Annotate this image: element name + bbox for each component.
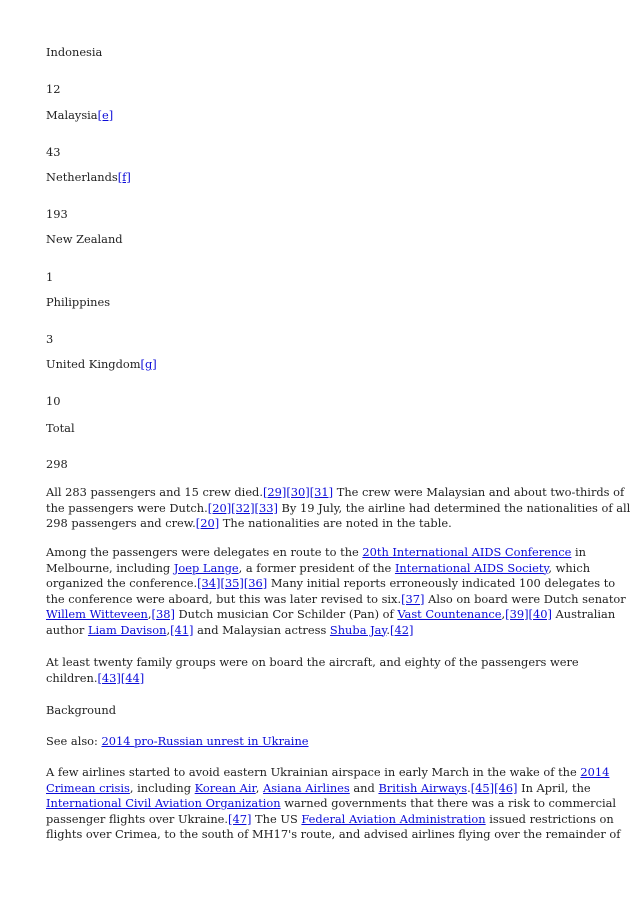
table-cell-country <box>46 232 123 248</box>
text-run: Background <box>46 703 117 717</box>
country-name: Philippines <box>46 295 111 309</box>
text-line <box>46 811 614 828</box>
inline-link[interactable]: Crimean crisis <box>46 780 130 795</box>
section-heading <box>46 703 596 719</box>
text-line <box>46 623 596 639</box>
inline-link[interactable]: Korean Air <box>194 780 256 795</box>
inline-link[interactable]: [20][32][33] <box>207 500 278 515</box>
text-run: Many initial reports erroneously indicated 100 delegates to <box>267 576 616 590</box>
country-name: Malaysia <box>46 108 98 122</box>
table-cell-country <box>46 170 131 186</box>
text-line <box>46 671 596 687</box>
text-line <box>46 827 621 843</box>
text-run: The nationalities are noted in the table. <box>219 516 452 530</box>
table-cell-country <box>46 108 113 124</box>
text-line <box>46 734 596 750</box>
text-line <box>46 655 596 671</box>
inline-link[interactable]: 2014 pro-Russian unrest in Ukraine <box>101 734 309 748</box>
text-run: and Malaysian actress <box>193 622 330 637</box>
inline-link[interactable]: [39][40] <box>505 607 552 621</box>
text-line <box>46 500 631 517</box>
footnote-link[interactable]: [g] <box>140 357 157 371</box>
text-run: . <box>386 622 391 637</box>
table-cell-count: 10 <box>46 394 61 408</box>
text-run: , including <box>129 780 195 795</box>
inline-link[interactable]: [45][46] <box>470 780 518 795</box>
table-cell-country <box>46 357 157 373</box>
country-name: New Zealand <box>46 232 123 246</box>
text-run: author <box>46 622 88 637</box>
footnote-link[interactable]: [e] <box>97 108 114 122</box>
inline-link[interactable]: [38] <box>151 607 175 621</box>
country-name: Total <box>46 421 75 435</box>
text-line <box>46 765 610 781</box>
table-cell-country <box>46 45 102 61</box>
paragraph <box>46 734 596 750</box>
inline-link[interactable]: Willem Witteveen <box>46 607 148 621</box>
inline-link[interactable]: [29][30][31] <box>262 485 334 499</box>
inline-link[interactable]: 20th International AIDS Conference <box>362 545 572 559</box>
text-run: Australian <box>551 607 616 621</box>
country-name: Netherlands <box>46 170 118 184</box>
inline-link[interactable]: [37] <box>401 591 425 606</box>
inline-link[interactable]: [47] <box>228 811 252 826</box>
paragraph <box>46 545 626 638</box>
text-line <box>46 607 616 623</box>
text-run: , <box>147 607 152 621</box>
table-cell-count: 12 <box>46 82 61 96</box>
table-cell-count: 193 <box>46 207 68 221</box>
table-cell-country <box>46 421 75 437</box>
text-run: the passengers were Dutch. <box>46 500 208 515</box>
text-run: See also: <box>46 734 102 748</box>
inline-link[interactable]: Federal Aviation Administration <box>301 811 486 826</box>
text-run: . <box>467 780 471 795</box>
text-run: passenger flights over Ukraine. <box>46 811 229 826</box>
text-run: , a former president of the <box>238 560 395 575</box>
table-cell-country <box>46 295 110 311</box>
inline-link[interactable]: International AIDS Society <box>394 560 549 575</box>
text-run: flights over Crimea, to the south of MH17's route, and advised airlines flying over the remainder of <box>46 827 621 841</box>
table-cell-count: 43 <box>46 145 61 159</box>
inline-link[interactable]: International Civil Aviation Organization <box>46 796 281 810</box>
text-run: Among the passengers were delegates en route to the <box>46 545 363 559</box>
country-name: United Kingdom <box>46 357 141 371</box>
paragraph <box>46 765 621 843</box>
inline-link[interactable]: Liam Davison <box>87 622 167 637</box>
paragraph <box>46 485 631 532</box>
table-cell-count: 3 <box>46 332 54 346</box>
text-run: Dutch musician Cor Schilder (Pan) of <box>174 607 398 621</box>
country-name: Indonesia <box>46 45 103 59</box>
text-run: children. <box>46 670 98 685</box>
text-line <box>46 781 596 797</box>
inline-link[interactable]: 2014 <box>580 765 610 779</box>
text-run: The US <box>251 811 302 826</box>
inline-link[interactable]: [42] <box>390 622 414 637</box>
text-run: By 19 July, the airline had determined the nationalities of all <box>277 500 631 515</box>
inline-link[interactable]: [41] <box>170 622 194 637</box>
text-run: organized the conference. <box>46 576 198 590</box>
text-run: in <box>571 545 587 559</box>
table-cell-count: 298 <box>46 457 68 471</box>
inline-link[interactable]: British Airways <box>378 780 468 795</box>
text-line <box>46 545 596 561</box>
text-run: , which <box>548 560 591 575</box>
inline-link[interactable]: Vast Countenance <box>397 607 502 621</box>
text-run: the conference were aboard, but this was later revised to six. <box>46 591 402 606</box>
text-run: In April, the <box>517 780 591 795</box>
text-run: issued restrictions on <box>485 811 614 826</box>
inline-link[interactable]: Joep Lange <box>173 560 239 575</box>
text-line <box>46 796 617 812</box>
inline-link[interactable]: Shuba Jay <box>329 622 387 637</box>
text-run: All 283 passengers and 15 crew died. <box>46 485 263 499</box>
text-run: Also on board were Dutch senator <box>424 591 626 606</box>
inline-link[interactable]: [43][44] <box>97 670 145 685</box>
text-line <box>46 561 596 577</box>
text-run: , <box>255 780 263 795</box>
text-run: , <box>166 622 171 637</box>
text-run: warned governments that there was a risk to commercial <box>280 796 617 810</box>
text-run: The crew were Malaysian and about two-thirds of <box>333 485 625 499</box>
table-cell-count: 1 <box>46 270 54 284</box>
text-line <box>46 591 626 608</box>
text-run: Melbourne, including <box>46 560 174 575</box>
text-line <box>46 485 625 501</box>
inline-link[interactable]: [34][35][36] <box>197 576 268 590</box>
text-run: A few airlines started to avoid eastern Ukrainian airspace in early March in the wake of the <box>46 765 581 779</box>
paragraph <box>46 655 596 686</box>
text-run: 298 passengers and crew. <box>46 516 196 530</box>
text-line <box>46 703 596 719</box>
text-line <box>46 516 596 532</box>
text-run: and <box>349 780 379 795</box>
text-run: , <box>501 607 506 621</box>
text-line <box>46 576 616 592</box>
text-run: At least twenty family groups were on board the aircraft, and eighty of the passengers were <box>46 655 579 669</box>
inline-link[interactable]: [20] <box>195 516 220 530</box>
inline-link[interactable]: Asiana Airlines <box>262 780 350 795</box>
footnote-link[interactable]: [f] <box>117 170 131 184</box>
